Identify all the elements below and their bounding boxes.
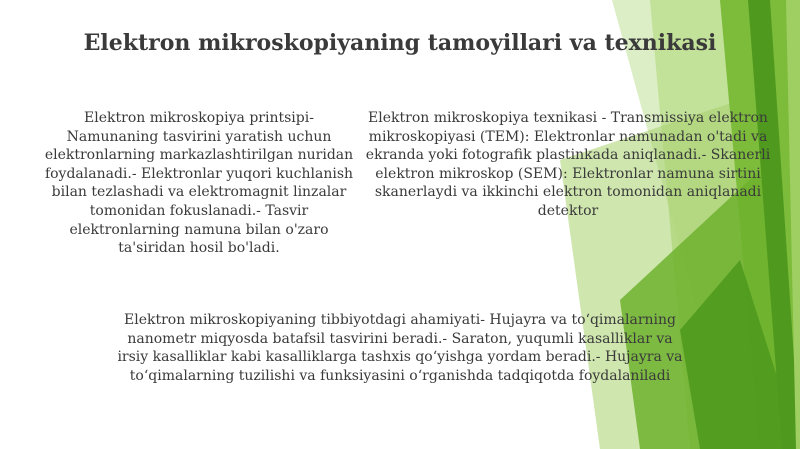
medical-importance-text: Elektron mikroskopiyaning tibbiyotdagi ahamiyati- Hujayra va to‘qimalarning nanometr miqyosda batafsil tasvirini beradi.- Saraton, yuqumli kasalliklar va irsiy kasalliklar kabi kasalliklarga tashxis qo‘yishga yordam beradi.- Hujayra va to‘qimalarning tuzilishi va funksiyasini o‘rganishda tadqiqotda foydalaniladi: [117, 312, 683, 384]
technique-text: Elektron mikroskopiya texnikasi - Transmissiya elektron mikroskopiyasi (TEM): Elektronlar namunadan o'tadi va ekranda yoki fotografik plastinkada aniqlanadi.- Skanerli elektron mikroskop (SEM): Elektronlar namuna sirtini skanerlaydi va ikkinchi elektron tomonidan aniqlanadi detektor: [365, 110, 771, 219]
principle-text: Elektron mikroskopiya printsipi- Namunaning tasvirini yaratish uchun elektronlarning markazlashtirilgan nuridan foydalanadi.- Elektronlar yuqori kuchlanish bilan tezlashadi va elektromagnit linzalar tomonidan fokuslanadi.- Tasvir elektronlarning namuna bilan o'zaro ta'siridan hosil bo'ladi.: [44, 110, 354, 257]
slide-title: Elektron mikroskopiyaning tamoyillari va texnikasi: [83, 30, 717, 56]
